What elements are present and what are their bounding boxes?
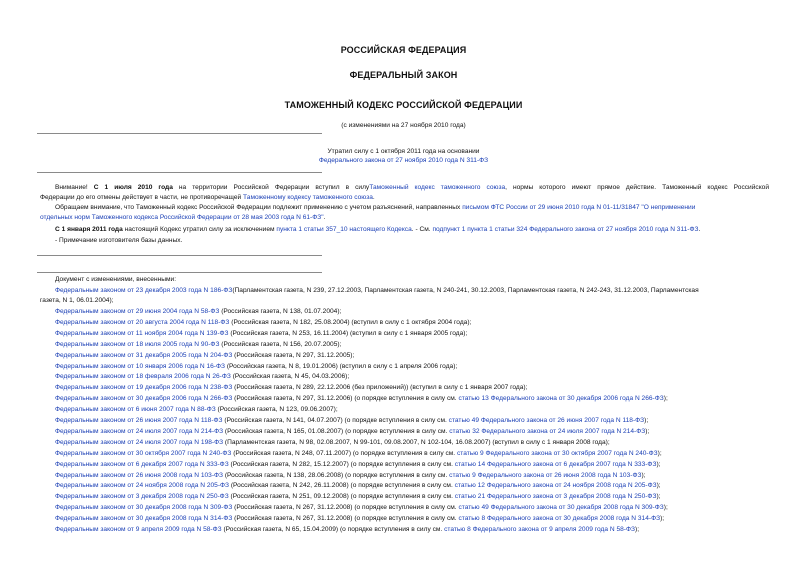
notice-line-3 xyxy=(55,203,695,213)
change-source-text: ); xyxy=(641,471,646,479)
notice-date-bold: С 1 июля 2010 года xyxy=(93,184,173,191)
list-item xyxy=(55,438,610,448)
divider xyxy=(37,172,322,173)
change-source-text: (Российская газета, N 289, 22.12.2006 (без приложений)) (вступил в силу с 1 января 2007 года); xyxy=(232,384,528,392)
notice-text: , нормы которого имеют прямое действие. Таможенный кодекс Российской xyxy=(505,184,770,191)
list-item xyxy=(55,525,639,535)
amending-law-link[interactable]: Федеральным законом от 24 ноября 2008 года N 205-ФЗ xyxy=(55,482,230,490)
effective-article-link[interactable]: статью 21 Федерального закона от 3 декабря 2008 года N 250-ФЗ xyxy=(454,493,657,501)
lost-force-note: Утратил силу с 1 октября 2011 года на основании xyxy=(327,148,480,155)
law-186-link[interactable]: Федеральным законом от 23 декабря 2003 года N 186-ФЗ xyxy=(55,287,233,294)
change-source-text: (Российская газета, N 253, 16.11.2004) (вступил в силу с 1 января 2005 года); xyxy=(228,329,468,337)
amending-law-link[interactable]: Федеральным законом от 24 июля 2007 года N 214-ФЗ xyxy=(55,427,224,435)
effective-article-link[interactable]: статью 9 Федерального закона от 30 октября 2007 года N 240-ФЗ xyxy=(456,449,658,457)
notice-text: . xyxy=(698,226,701,233)
change-source-text: ); xyxy=(660,515,665,523)
amending-law-link[interactable]: Федеральным законом от 30 декабря 2008 года N 314-ФЗ xyxy=(55,515,233,523)
amending-law-link[interactable]: Федеральным законом от 18 февраля 2006 года N 26-ФЗ xyxy=(55,373,231,381)
effective-article-link[interactable]: статью 49 Федерального закона от 30 декабря 2008 года N 309-ФЗ xyxy=(458,504,664,512)
divider xyxy=(37,133,322,134)
change-source-text: (Парламентская газета, N 98, 02.08.2007, N 99-101, 09.08.2007, N 102-104, 16.08.2007) (вступил в силу с 1 января 2008 года); xyxy=(223,438,610,446)
notice-line-5 xyxy=(55,225,700,235)
changes-intro: Документ с изменениями, внесенными: xyxy=(55,276,177,283)
change-source-text: (Российская газета, N 138, 28.06.2008) (о порядке вступления в силу см. xyxy=(223,471,448,479)
change-source-text: (Российская газета, N 282, 15.12.2007) (о порядке вступления в силу см. xyxy=(228,460,453,468)
change-source-text: ); xyxy=(656,493,661,501)
effective-article-link[interactable]: статью 14 Федерального закона от 6 декабря 2007 года N 333-ФЗ xyxy=(454,460,657,468)
list-item xyxy=(55,340,341,350)
list-item xyxy=(55,481,661,491)
change-source-text: (Российская газета, N 156, 20.07.2005); xyxy=(219,340,342,348)
list-item xyxy=(55,329,467,339)
list-item xyxy=(55,307,341,317)
effective-article-link[interactable]: статью 9 Федерального закона от 26 июня 2008 года N 103-ФЗ xyxy=(449,471,642,479)
change-source-text: (Парламентская газета, N 239, 27.12.2003, Парламентская газета, N 240-241, 30.12.2003, Парламентская газета, N 242-243, 31.12.2003, Парламентская xyxy=(232,287,699,294)
notice-text: . xyxy=(323,214,326,221)
list-item xyxy=(55,514,664,524)
change-source-text: (Российская газета, N 297, 31.12.2006) (о порядке вступления в силу см. xyxy=(232,395,457,403)
notice-text: на территории Российской Федерации вступил в силу xyxy=(178,184,370,191)
revision-note: (с изменениями на 27 ноября 2010 года) xyxy=(341,122,466,129)
amending-law-link[interactable]: Федеральным законом от 24 июля 2007 года N 198-ФЗ xyxy=(55,438,224,446)
customs-union-code-link-2[interactable]: Таможенному кодексу таможенного союза xyxy=(243,194,373,201)
country-heading: РОССИЙСКАЯ ФЕДЕРАЦИЯ xyxy=(340,45,467,55)
repeal-date-bold: С 1 января 2011 года xyxy=(55,226,123,233)
amending-law-link[interactable]: Федеральным законом от 26 июня 2008 года N 103-ФЗ xyxy=(55,471,224,479)
notice-text: . - См. xyxy=(411,226,431,233)
list-item xyxy=(55,449,662,459)
amending-law-link[interactable]: Федеральным законом от 31 декабря 2005 года N 204-ФЗ xyxy=(55,351,233,359)
amending-law-link[interactable]: Федеральным законом от 10 января 2006 года N 16-ФЗ xyxy=(55,362,225,370)
amending-law-link[interactable]: Федеральным законом от 30 октября 2007 года N 240-ФЗ xyxy=(55,449,232,457)
change-source-text: (Российская газета, N 141, 04.07.2007) (о порядке вступления в силу см. xyxy=(222,417,447,424)
customs-union-code-link[interactable]: Таможенный кодекс таможенного союза xyxy=(369,184,506,191)
amending-law-link[interactable]: Федеральным законом от 30 декабря 2006 года N 266-ФЗ xyxy=(55,395,233,403)
notice-line-6: - Примечание изготовителя базы данных. xyxy=(55,237,183,244)
change-source-text: ); xyxy=(657,449,662,457)
amending-law-link[interactable]: Федеральным законом от 3 декабря 2008 года N 250-ФЗ xyxy=(55,493,229,501)
amending-law-link[interactable]: Федеральным законом от 18 июля 2005 года N 90-ФЗ xyxy=(55,340,220,348)
amending-law-link[interactable]: Федеральным законом от 19 декабря 2006 года N 238-ФЗ xyxy=(55,384,233,392)
effective-article-link[interactable]: статью 8 Федерального закона от 9 апреля 2009 года N 58-ФЗ xyxy=(444,526,635,533)
changes-first-row xyxy=(55,286,699,296)
effective-article-link[interactable]: статью 13 Федерального закона от 30 декабря 2006 года N 266-ФЗ xyxy=(458,395,664,403)
list-item xyxy=(55,351,354,361)
amending-law-link[interactable]: Федеральным законом от 6 июня 2007 года N 88-ФЗ xyxy=(55,406,216,414)
change-source-text: ); xyxy=(644,417,649,424)
change-source-text: (Российская газета, N 165, 01.08.2007) (о порядке вступления в силу см. xyxy=(223,427,448,435)
amending-law-link[interactable]: Федеральным законом от 20 августа 2004 года N 118-ФЗ xyxy=(55,318,230,326)
notice-line-1 xyxy=(55,183,769,193)
list-item xyxy=(55,405,338,415)
amending-law-link[interactable]: Федеральным законом от 6 декабря 2007 года N 333-ФЗ xyxy=(55,460,229,468)
change-source-text: (Российская газета, N 65, 15.04.2009) (о порядке вступления в силу см. xyxy=(221,526,443,533)
notice-line-4 xyxy=(40,213,325,223)
change-source-text: ); xyxy=(663,504,668,512)
fts-letter-link-cont[interactable]: отдельных норм Таможенного кодекса Российской Федерации от 28 мая 2003 года N 61-ФЗ" xyxy=(40,214,324,221)
notice-text: Федерации до его отмены действует в части, не противоречащей xyxy=(40,194,242,201)
list-item xyxy=(55,427,649,437)
changes-first-row-cont: газета, N 1, 06.01.2004); xyxy=(40,297,114,304)
change-source-text: (Российская газета, N 8, 19.01.2006) (вступил в силу с 1 апреля 2006 года); xyxy=(225,362,458,370)
list-item xyxy=(55,372,349,382)
amending-law-link[interactable]: Федеральным законом от 26 июня 2007 года N 118-ФЗ xyxy=(55,417,223,424)
list-item xyxy=(55,394,668,404)
change-source-text: (Российская газета, N 251, 09.12.2008) (о порядке вступления в силу см. xyxy=(228,493,453,501)
list-item xyxy=(55,383,527,393)
law-type-heading: ФЕДЕРАЛЬНЫЙ ЗАКОН xyxy=(349,70,458,80)
amending-law-link[interactable]: Федеральным законом от 30 декабря 2008 года N 309-ФЗ xyxy=(55,504,233,512)
amending-law-link[interactable]: Федеральным законом от 11 ноября 2004 года N 139-ФЗ xyxy=(55,329,229,337)
divider xyxy=(37,255,322,256)
effective-article-link[interactable]: статью 12 Федерального закона от 24 ноября 2008 года N 205-ФЗ xyxy=(454,482,657,490)
list-item xyxy=(55,460,660,470)
list-item xyxy=(55,416,648,426)
amending-law-link[interactable]: Федеральным законом от 9 апреля 2009 года N 58-ФЗ xyxy=(55,526,222,533)
list-item xyxy=(55,362,457,372)
change-source-text: (Российская газета, N 138, 01.07.2004); xyxy=(219,308,342,315)
change-source-text: ); xyxy=(656,482,661,490)
change-source-text: (Российская газета, N 248, 07.11.2007) (о порядке вступления в силу см. xyxy=(231,449,456,457)
change-source-text: (Российская газета, N 267, 31.12.2008) (о порядке вступления в силу см. xyxy=(232,515,457,523)
amending-law-link[interactable]: Федеральным законом от 29 июня 2004 года N 58-ФЗ xyxy=(55,308,220,315)
list-item xyxy=(55,492,660,502)
fts-letter-link[interactable]: письмом ФТС России от 29 июня 2010 года N 01-11/31847 "О неприменении xyxy=(462,204,696,211)
effective-article-link[interactable]: статью 49 Федерального закона от 26 июня 2007 года N 118-ФЗ xyxy=(448,417,645,424)
list-item xyxy=(55,471,646,481)
notice-text: . xyxy=(372,194,375,201)
change-source-text: (Российская газета, N 297, 31.12.2005); xyxy=(232,351,355,359)
change-source-text: (Российская газета, N 182, 25.08.2004) (вступил в силу с 1 октября 2004 года); xyxy=(229,318,472,326)
change-source-text: ); xyxy=(645,427,650,435)
change-source-text: (Российская газета, N 123, 09.06.2007); xyxy=(215,406,338,414)
effective-article-link[interactable]: статью 8 Федерального закона от 30 декабря 2008 года N 314-ФЗ xyxy=(458,515,661,523)
article-324-link[interactable]: подпункт 1 пункта 1 статьи 324 Федерального закона от 27 ноября 2010 года N 311-ФЗ xyxy=(432,226,699,233)
notice-text: Обращаем внимание, что Таможенный кодекс Российской Федерации подлежит применению с учетом разъяснений, направленных xyxy=(55,204,461,211)
change-source-text: (Российская газета, N 267, 31.12.2008) (о порядке вступления в силу см. xyxy=(232,504,457,512)
list-item xyxy=(55,503,668,513)
change-source-text: ); xyxy=(635,526,640,533)
change-source-text: ); xyxy=(656,460,661,468)
notice-line-2 xyxy=(40,193,375,203)
change-source-text: (Российская газета, N 45, 04.03.2006); xyxy=(230,373,350,381)
lost-force-law-link[interactable]: Федерального закона от 27 ноября 2010 года N 311-ФЗ xyxy=(318,157,489,164)
notice-text: настоящий Кодекс утратил силу за исключением xyxy=(124,226,275,233)
notice-attention-label: Внимание! xyxy=(55,184,88,191)
list-item xyxy=(55,318,471,328)
lost-force-link-row xyxy=(0,157,807,164)
article-357-link[interactable]: пункта 1 статьи 357_10 настоящего Кодекса xyxy=(276,226,412,233)
effective-article-link[interactable]: статью 32 Федерального закона от 24 июля 2007 года N 214-ФЗ xyxy=(449,427,646,435)
divider xyxy=(37,272,322,273)
document-title: ТАМОЖЕННЫЙ КОДЕКС РОССИЙСКОЙ ФЕДЕРАЦИИ xyxy=(284,100,523,110)
change-source-text: ); xyxy=(663,395,668,403)
change-source-text: (Российская газета, N 242, 26.11.2008) (о порядке вступления в силу см. xyxy=(229,482,453,490)
